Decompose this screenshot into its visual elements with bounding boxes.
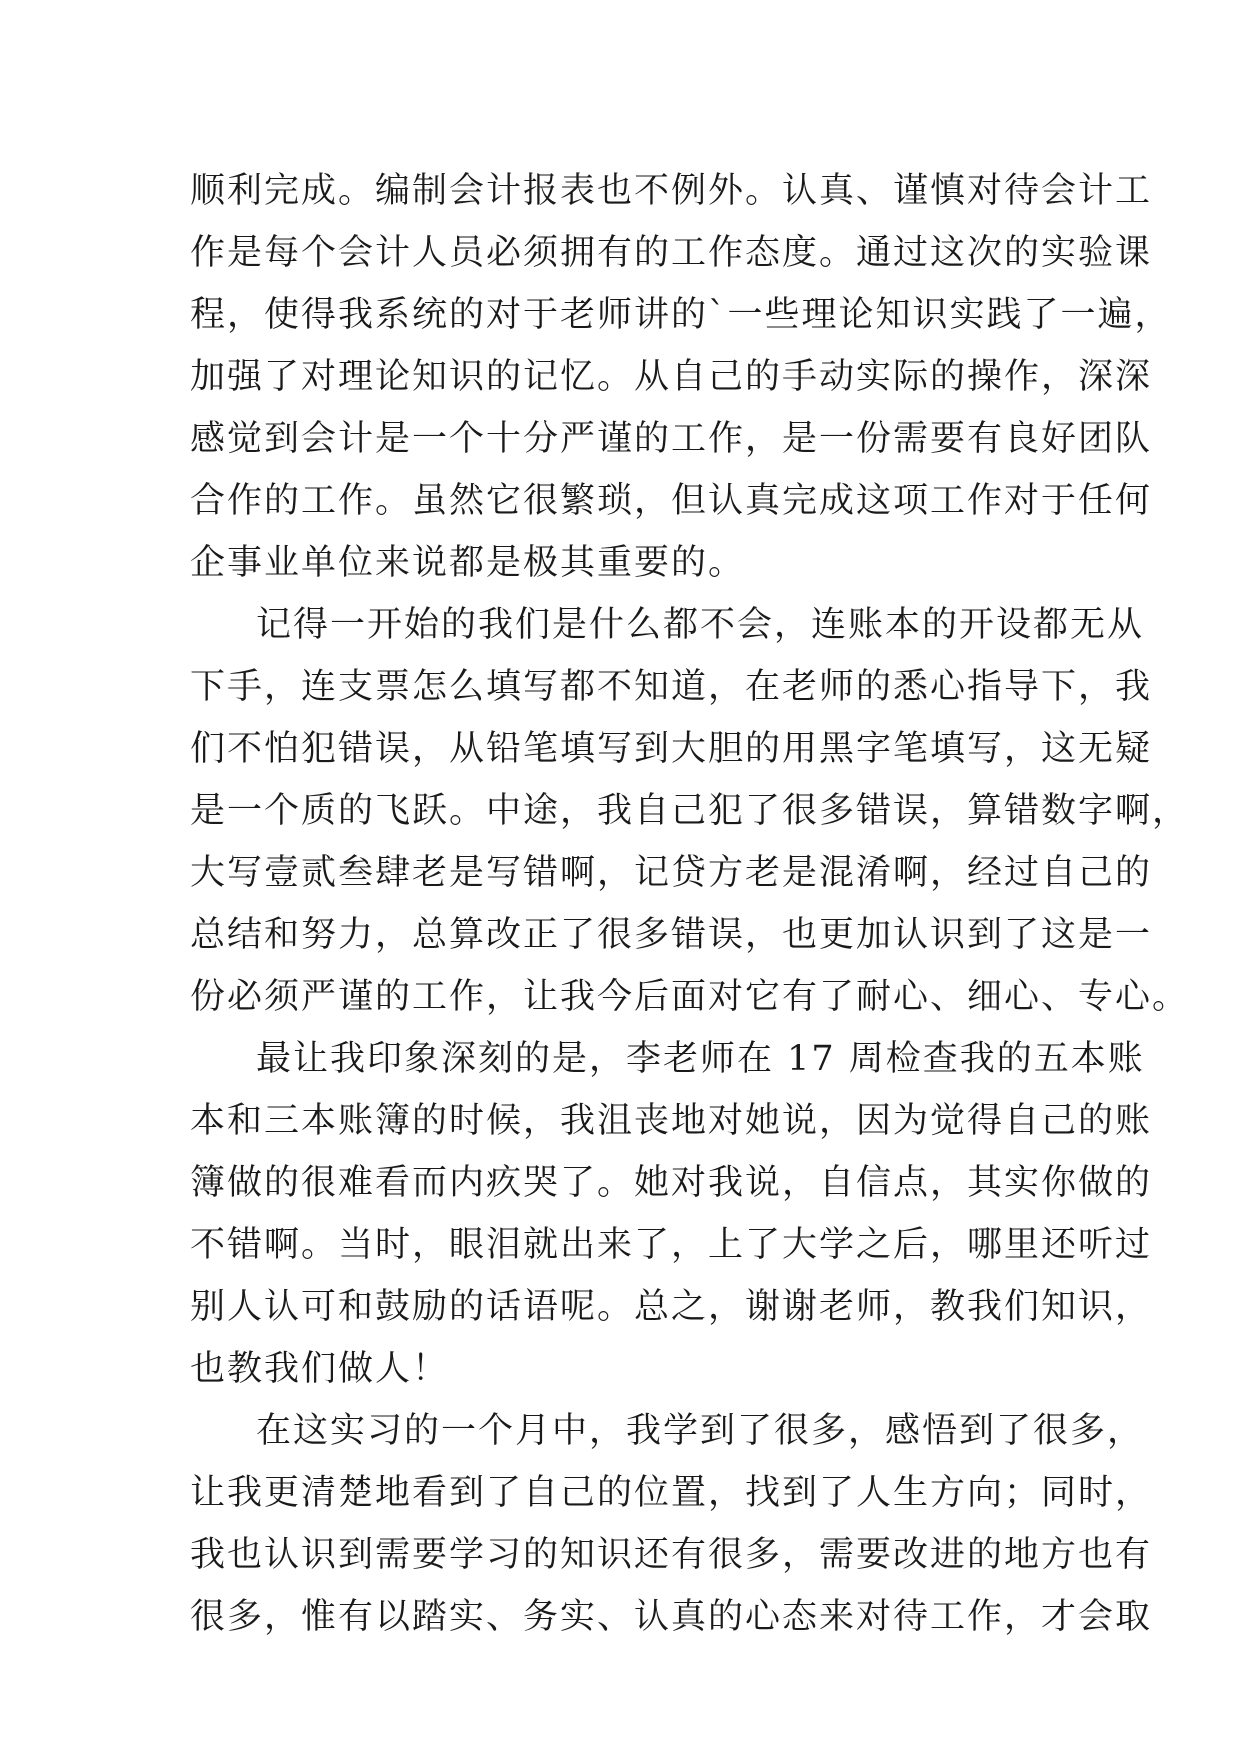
text-line: 下手，连支票怎么填写都不知道，在老师的悉心指导下，我 [190, 667, 1153, 707]
text-line: 让我更清楚地看到了自己的位置，找到了人生方向；同时， [190, 1473, 1153, 1513]
text-line: 总结和努力，总算改正了很多错误，也更加认识到了这是一 [190, 915, 1153, 955]
text-line: 别人认可和鼓励的话语呢。总之，谢谢老师，教我们知识， [190, 1287, 1153, 1327]
paragraph-first-line: 在这实习的一个月中，我学到了很多，感悟到了很多， [256, 1411, 1145, 1451]
text-line: 是一个质的飞跃。中途，我自己犯了很多错误，算错数字啊， [190, 791, 1190, 831]
text-line: 很多，惟有以踏实、务实、认真的心态来对待工作，才会取 [190, 1597, 1153, 1637]
paragraph-first-line: 记得一开始的我们是什么都不会，连账本的开设都无从 [256, 605, 1145, 645]
text-line: 不错啊。当时，眼泪就出来了，上了大学之后，哪里还听过 [190, 1225, 1153, 1265]
text-line: 企事业单位来说都是极其重要的。 [190, 543, 746, 583]
text-line: 本和三本账簿的时候，我沮丧地对她说，因为觉得自己的账 [190, 1101, 1153, 1141]
text-line: 加强了对理论知识的记忆。从自己的手动实际的操作，深深 [190, 357, 1153, 397]
text-line: 程，使得我系统的对于老师讲的`一些理论知识实践了一遍， [190, 295, 1172, 335]
text-line: 顺利完成。编制会计报表也不例外。认真、谨慎对待会计工 [190, 171, 1153, 211]
text-line: 合作的工作。虽然它很繁琐，但认真完成这项工作对于任何 [190, 481, 1153, 521]
text-line: 簿做的很难看而内疚哭了。她对我说，自信点，其实你做的 [190, 1163, 1153, 1203]
paragraph-first-line: 最让我印象深刻的是，李老师在 17 周检查我的五本账 [256, 1039, 1145, 1079]
text-line: 大写壹贰叁肆老是写错啊，记贷方老是混淆啊，经过自己的 [190, 853, 1153, 893]
text-line: 们不怕犯错误，从铅笔填写到大胆的用黑字笔填写，这无疑 [190, 729, 1153, 769]
document-body [190, 160, 1190, 1648]
text-line: 我也认识到需要学习的知识还有很多，需要改进的地方也有 [190, 1535, 1153, 1575]
text-line: 感觉到会计是一个十分严谨的工作，是一份需要有良好团队 [190, 419, 1153, 459]
text-line: 作是每个会计人员必须拥有的工作态度。通过这次的实验课 [190, 233, 1153, 273]
text-line: 份必须严谨的工作，让我今后面对它有了耐心、细心、专心。 [190, 977, 1190, 1017]
text-line: 也教我们做人！ [190, 1349, 450, 1389]
